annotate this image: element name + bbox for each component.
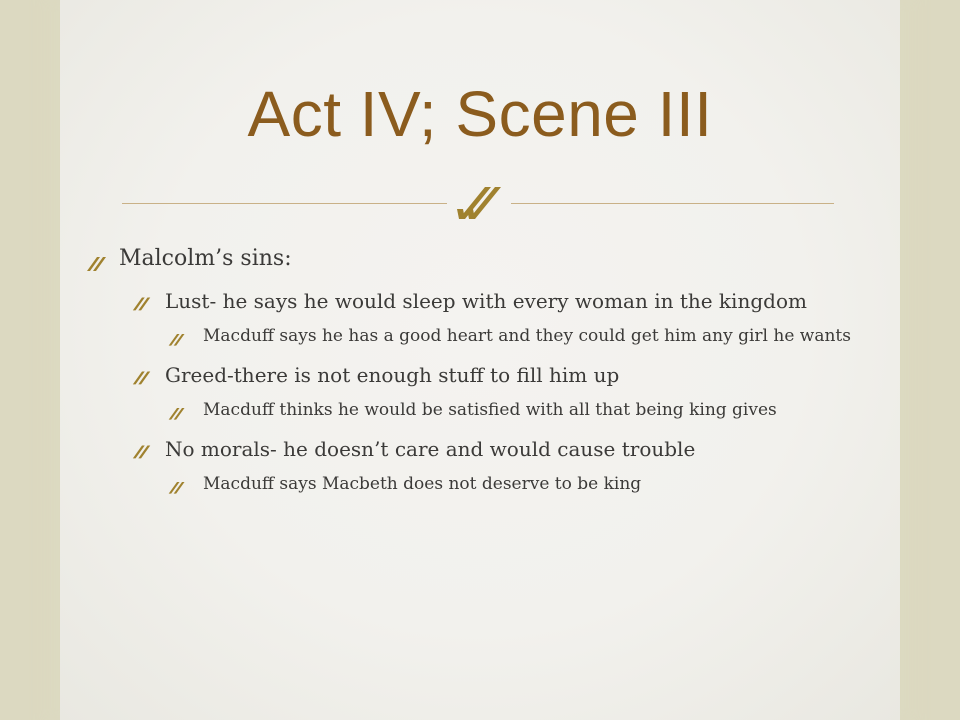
title-divider-left (122, 203, 447, 204)
list-item-subpoint (167, 324, 885, 348)
double-bar-bullet-icon (167, 477, 187, 497)
four-bar-ornament-icon (455, 181, 505, 225)
subpoint-text: Macduff says he has a good heart and they could get him any girl he wants (203, 326, 851, 346)
point-text: No morals- he doesn’t care and would cause trouble (165, 437, 696, 461)
title-divider-right (511, 203, 834, 204)
list-item-heading (85, 244, 885, 274)
double-bar-bullet-icon (85, 251, 109, 275)
list-item-subpoint (167, 472, 885, 496)
double-bar-bullet-icon (167, 329, 187, 349)
double-bar-bullet-icon (131, 440, 153, 462)
list-item-point (131, 360, 885, 390)
subpoint-text: Macduff says Macbeth does not deserve to be king (203, 474, 642, 494)
subpoint-text: Macduff thinks he would be satisfied with all that being king gives (203, 400, 777, 420)
list-item-subpoint (167, 398, 885, 422)
heading-text: Malcolm’s sins: (119, 246, 292, 271)
double-bar-bullet-icon (131, 366, 153, 388)
double-bar-bullet-icon (131, 292, 153, 314)
slide-title: Act IV; Scene III (247, 78, 713, 150)
bullet-list (85, 244, 885, 508)
list-item-point (131, 286, 885, 316)
double-bar-bullet-icon (167, 403, 187, 423)
point-text: Greed-there is not enough stuff to fill him up (165, 363, 620, 387)
point-text: Lust- he says he would sleep with every woman in the kingdom (165, 289, 807, 313)
list-item-point (131, 434, 885, 464)
